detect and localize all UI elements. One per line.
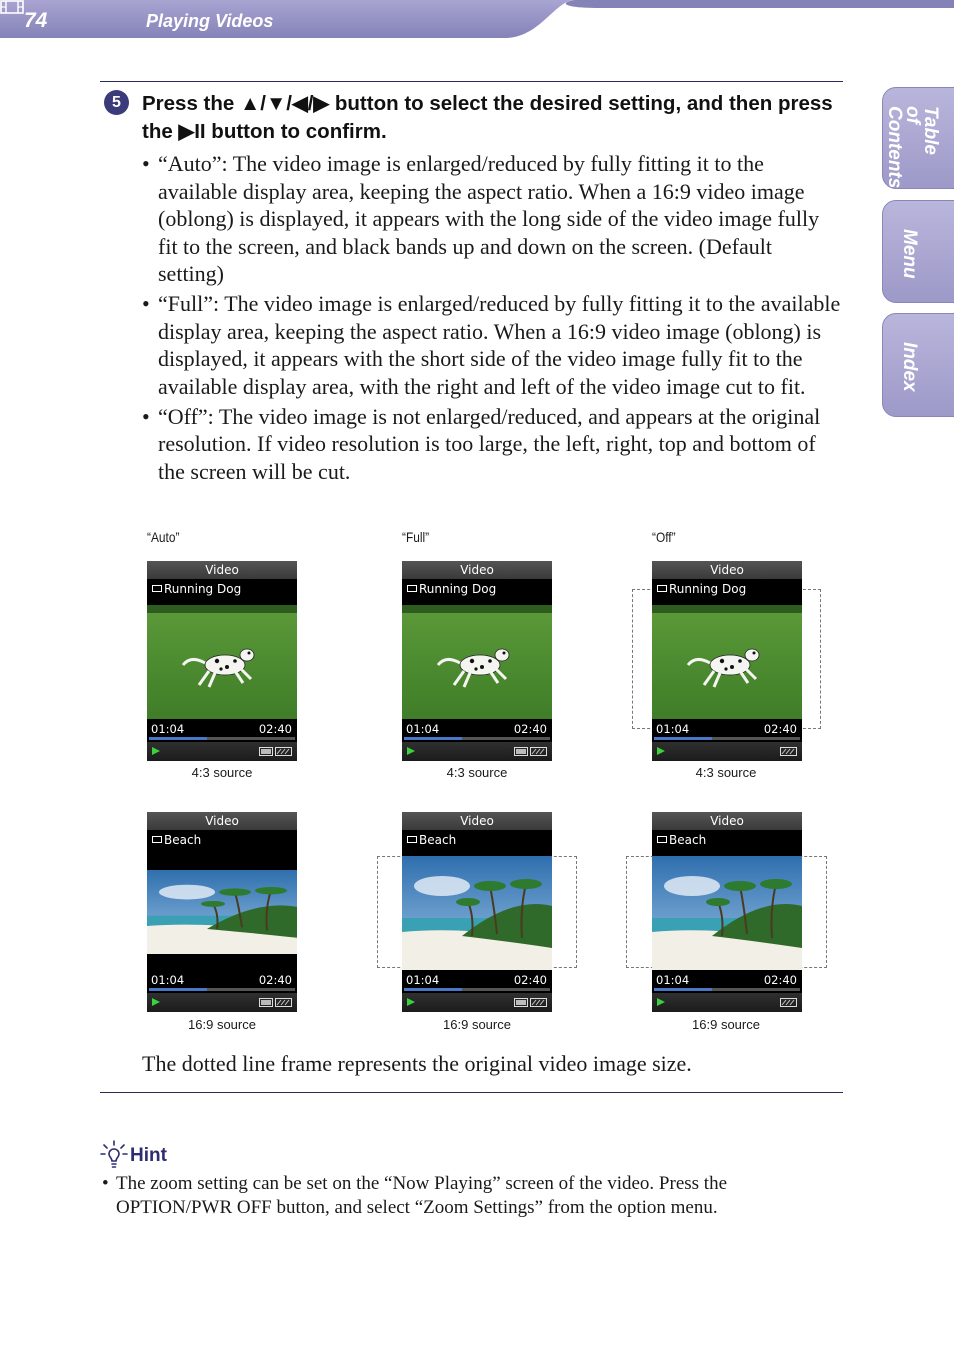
video-name: Beach	[657, 832, 706, 848]
screen-title: Video	[147, 812, 297, 830]
battery-icon	[764, 747, 798, 756]
bullet-full: • “Full”: The video image is enlarged/reduced by fully fitting it to the available display area, keeping the aspect ratio. When a 16:9 video image (oblong) is displayed, it appears with the short side of the video image fully fit to the available display area, with the right and left of the video image cut to fit.	[142, 290, 842, 400]
progress-bar	[404, 737, 550, 740]
caption-full-4-3: 4:3 source	[446, 765, 508, 780]
player-screen	[147, 812, 297, 1012]
step-number-badge: 5	[104, 90, 129, 115]
tab-table-of-contents-label: Table of Contents	[884, 106, 941, 189]
total-time: 02:40	[258, 722, 292, 736]
play-icon	[407, 998, 415, 1006]
player-screen	[652, 561, 802, 761]
video-file-icon	[657, 585, 667, 592]
progress-bar	[149, 988, 295, 991]
video-file-icon	[152, 836, 162, 843]
battery-icon	[514, 998, 548, 1007]
video-frame	[402, 605, 552, 719]
battery-icon	[514, 747, 548, 756]
player-screen	[652, 812, 802, 1012]
battery-icon	[259, 747, 293, 756]
elapsed-time: 01:04	[406, 722, 440, 736]
figure-label-auto: “Auto”	[147, 529, 180, 545]
video-name: Running Dog	[152, 581, 241, 597]
tab-index[interactable]	[882, 313, 954, 417]
video-file-icon	[407, 836, 417, 843]
caption-auto-16-9: 16:9 source	[188, 1017, 256, 1032]
video-file-icon	[407, 585, 417, 592]
screen-title: Video	[402, 812, 552, 830]
video-frame	[147, 870, 297, 954]
bullet-off: • “Off”: The video image is not enlarged/reduced, and appears at the original resolution. If video resolution is too large, the left, right, top and bottom of the screen will be cut.	[142, 403, 842, 486]
status-bar	[147, 742, 297, 761]
elapsed-time: 01:04	[151, 973, 185, 987]
film-icon	[0, 0, 24, 14]
lightbulb-icon	[100, 1140, 128, 1170]
page-number: 74	[24, 9, 48, 32]
status-bar	[402, 993, 552, 1012]
progress-bar	[149, 737, 295, 740]
total-time: 02:40	[763, 722, 797, 736]
elapsed-time: 01:04	[656, 722, 690, 736]
video-file-icon	[152, 585, 162, 592]
player-screen	[402, 561, 552, 761]
elapsed-time: 01:04	[656, 973, 690, 987]
caption-full-16-9: 16:9 source	[443, 1017, 511, 1032]
total-time: 02:40	[258, 973, 292, 987]
setting-descriptions	[142, 150, 842, 488]
screen-title: Video	[147, 561, 297, 579]
caption-off-16-9: 16:9 source	[692, 1017, 760, 1032]
battery-icon	[764, 998, 798, 1007]
status-bar	[402, 742, 552, 761]
progress-bar	[404, 988, 550, 991]
elapsed-time: 01:04	[406, 973, 440, 987]
total-time: 02:40	[513, 973, 547, 987]
play-icon	[657, 747, 665, 755]
play-icon	[407, 747, 415, 755]
video-frame	[652, 856, 802, 970]
progress-bar	[654, 988, 800, 991]
screen-title: Video	[652, 812, 802, 830]
player-screen	[402, 812, 552, 1012]
dotted-frame-note: The dotted line frame represents the original video image size.	[142, 1051, 692, 1076]
status-bar	[147, 993, 297, 1012]
page-header	[0, 0, 954, 42]
play-icon	[152, 747, 160, 755]
play-icon	[152, 998, 160, 1006]
status-bar	[652, 993, 802, 1012]
video-name: Beach	[152, 832, 201, 848]
tab-menu[interactable]	[882, 200, 954, 303]
screen-title: Video	[652, 561, 802, 579]
figure-label-off: “Off”	[652, 529, 676, 545]
hint-title: Hint	[130, 1145, 167, 1166]
header-band-shape	[0, 0, 954, 42]
caption-auto-4-3: 4:3 source	[191, 765, 253, 780]
total-time: 02:40	[763, 973, 797, 987]
screen-title: Video	[402, 561, 552, 579]
section-title: Playing Videos	[146, 11, 274, 31]
step-instruction: Press the ▲/▼/◀/▶ button to select the desired setting, and then press the ▶II button to confirm.	[142, 92, 833, 143]
progress-bar	[654, 737, 800, 740]
tab-menu-label: Menu	[899, 229, 920, 279]
video-name: Beach	[407, 832, 456, 848]
video-frame	[402, 856, 552, 970]
bullet-auto: • “Auto”: The video image is enlarged/reduced by fully fitting it to the available display area, keeping the aspect ratio. When a 16:9 video image (oblong) is displayed, it appears with the long side of the video image fully fit to the screen, and black bands up and down on the screen. (Default setting)	[142, 150, 842, 288]
player-screen	[147, 561, 297, 761]
tab-index-label: Index	[899, 342, 920, 392]
tab-table-of-contents[interactable]	[882, 87, 954, 189]
section-bottom-rule	[100, 1092, 843, 1093]
video-name: Running Dog	[407, 581, 496, 597]
status-bar	[652, 742, 802, 761]
battery-icon	[259, 998, 293, 1007]
play-icon	[657, 998, 665, 1006]
total-time: 02:40	[513, 722, 547, 736]
video-frame	[652, 605, 802, 719]
caption-off-4-3: 4:3 source	[695, 765, 757, 780]
hint-body: • The zoom setting can be set on the “Now Playing” screen of the video. Press the OPTION/PWR OFF button, and select “Zoom Settings” from the option menu.	[100, 1172, 790, 1220]
video-file-icon	[657, 836, 667, 843]
section-top-rule	[100, 81, 843, 82]
figure-label-full: “Full”	[402, 529, 430, 545]
elapsed-time: 01:04	[151, 722, 185, 736]
video-name: Running Dog	[657, 581, 746, 597]
video-frame	[147, 605, 297, 719]
